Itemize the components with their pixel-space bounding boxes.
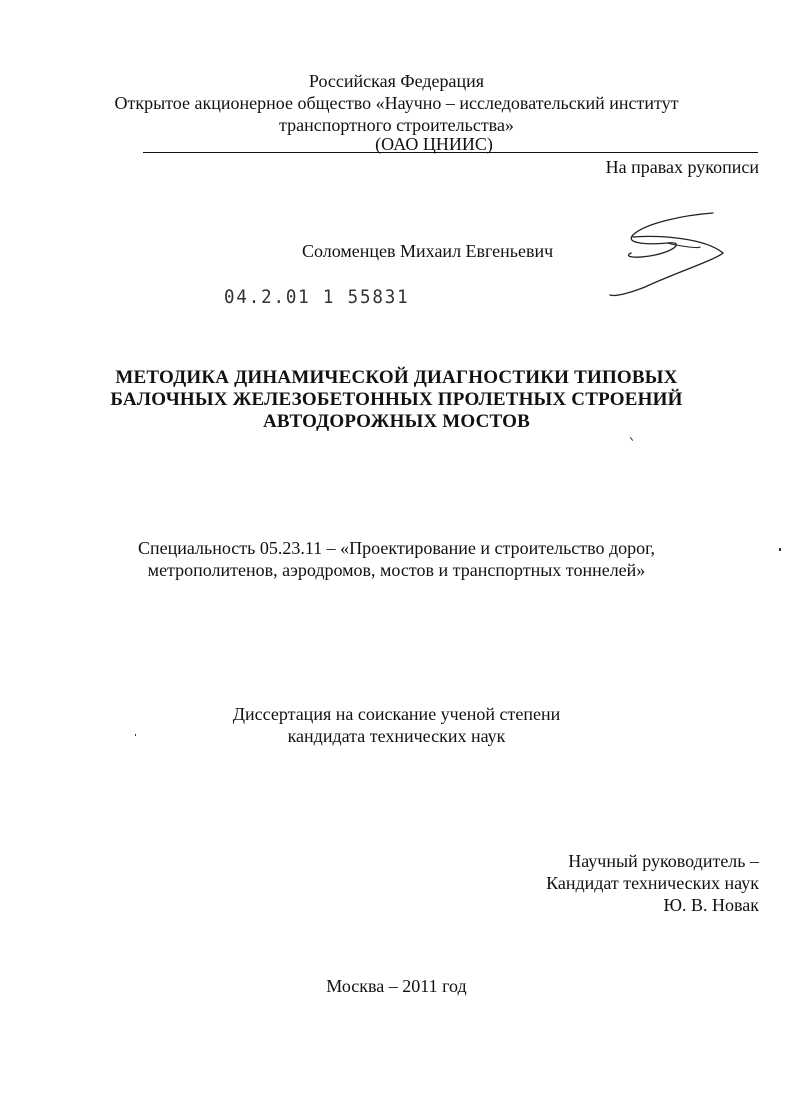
specialty-block	[0, 537, 793, 581]
scan-speck	[779, 548, 781, 551]
degree-line-1: Диссертация на соискание ученой степени	[232, 704, 561, 724]
rights-note: На правах рукописи	[605, 157, 759, 177]
city-year: Москва – 2011 год	[326, 976, 467, 996]
specialty-line-1: Специальность 05.23.11 – «Проектирование и строительство дорог,	[137, 538, 656, 558]
scan-speck	[135, 734, 136, 736]
author-signature	[605, 205, 730, 305]
supervisor-name: Ю. В. Новак	[663, 895, 759, 915]
specialty-line-2: метрополитенов, аэродромов, мостов и транспортных тоннелей»	[147, 560, 646, 580]
header-divider	[143, 152, 758, 153]
scan-speck	[630, 437, 633, 441]
author-name: Соломенцев Михаил Евгеньевич	[302, 241, 554, 261]
library-stamp-number: 04.2.01 1 55831	[224, 286, 410, 308]
country-line: Российская Федерация	[308, 71, 485, 91]
supervisor-degree: Кандидат технических наук	[546, 873, 759, 893]
organization-line-2: транспортного строительства»	[279, 115, 514, 135]
supervisor-role: Научный руководитель –	[568, 851, 759, 871]
dissertation-title	[0, 367, 793, 433]
organization-short-name: (ОАО ЦНИИС)	[375, 134, 493, 154]
organization-line-1: Открытое акционерное общество «Научно – исследовательский институт	[114, 93, 679, 113]
title-line-3: АВТОДОРОЖНЫХ МОСТОВ	[262, 411, 531, 432]
header-block	[0, 70, 793, 136]
title-line-2: БАЛОЧНЫХ ЖЕЛЕЗОБЕТОННЫХ ПРОЛЕТНЫХ СТРОЕНИЙ	[110, 389, 683, 410]
supervisor-block	[546, 850, 759, 916]
degree-line-2: кандидата технических наук	[287, 726, 506, 746]
title-line-1: МЕТОДИКА ДИНАМИЧЕСКОЙ ДИАГНОСТИКИ ТИПОВЫХ	[115, 367, 678, 388]
degree-block	[0, 703, 793, 747]
